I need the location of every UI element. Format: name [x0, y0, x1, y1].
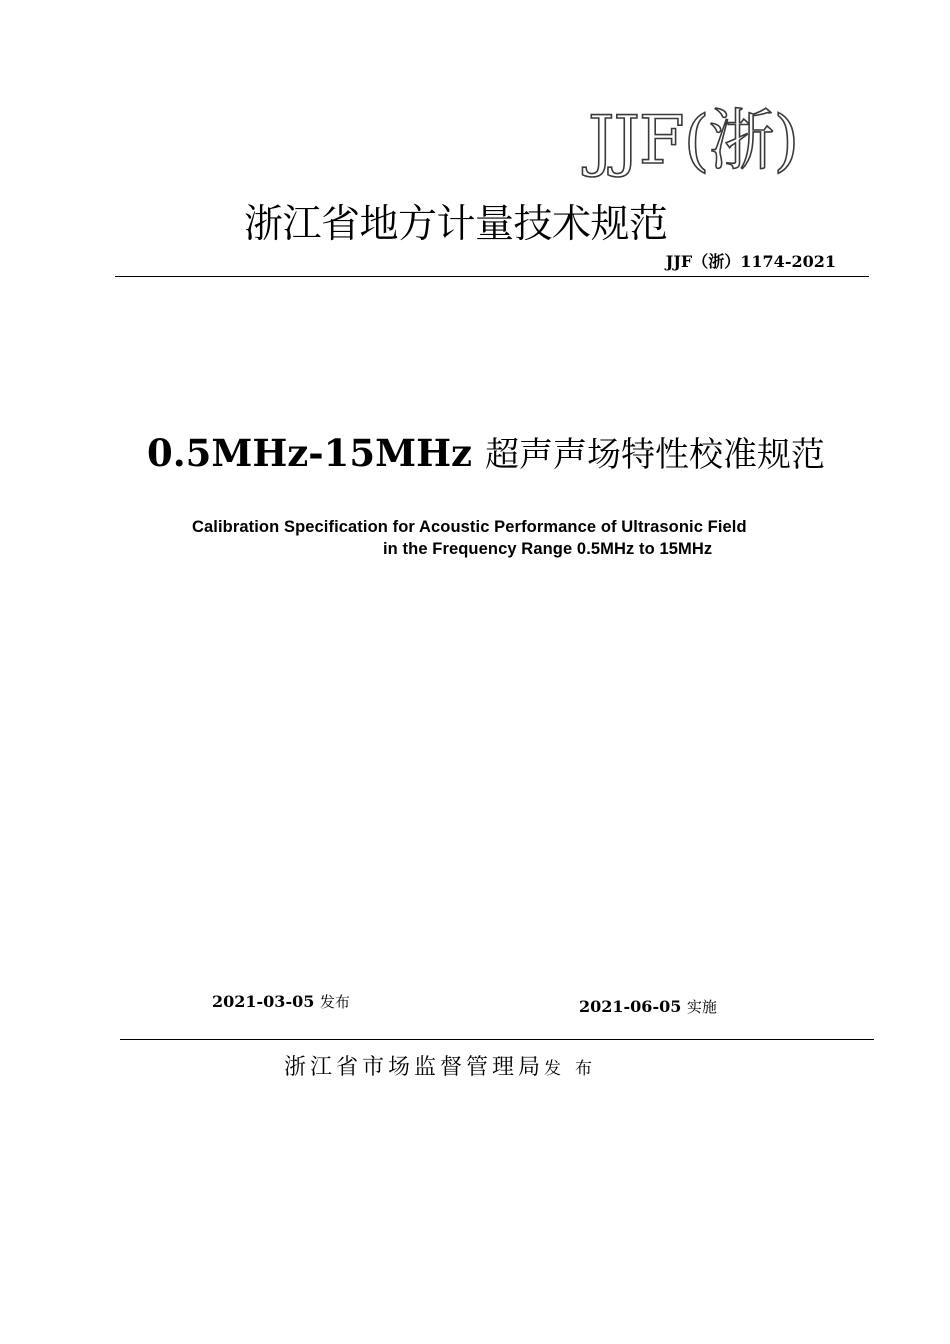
issue-date-label: 发布: [319, 993, 350, 1011]
english-title-line-2: in the Frequency Range 0.5MHz to 15MHz: [383, 540, 713, 558]
title-frequency-range: 0.5MHz-15MHz: [147, 431, 473, 475]
issuer-suffix: 发布: [544, 1059, 607, 1079]
implementation-date: [579, 997, 717, 1016]
implementation-date-value: 2021-06-05: [579, 997, 682, 1016]
bottom-divider: [120, 1039, 874, 1040]
issuer-name: 浙江省市场监督管理局: [284, 1055, 545, 1080]
issue-date-value: 2021-03-05: [212, 992, 315, 1011]
implementation-date-label: 实施: [686, 998, 717, 1016]
english-title-line-1: Calibration Specification for Acoustic Performance of Ultrasonic Field: [192, 518, 747, 536]
issue-date: [212, 992, 350, 1011]
org-title: 浙江省地方计量技术规范: [244, 202, 668, 247]
document-title: [147, 432, 847, 476]
standard-code: JJF（浙）1174-2021: [665, 252, 836, 271]
title-cjk: 超声声场特性校准规范: [484, 435, 825, 475]
issuing-authority: [284, 1055, 606, 1081]
standard-logo: JJF(浙): [588, 102, 799, 179]
top-divider: [115, 276, 869, 277]
